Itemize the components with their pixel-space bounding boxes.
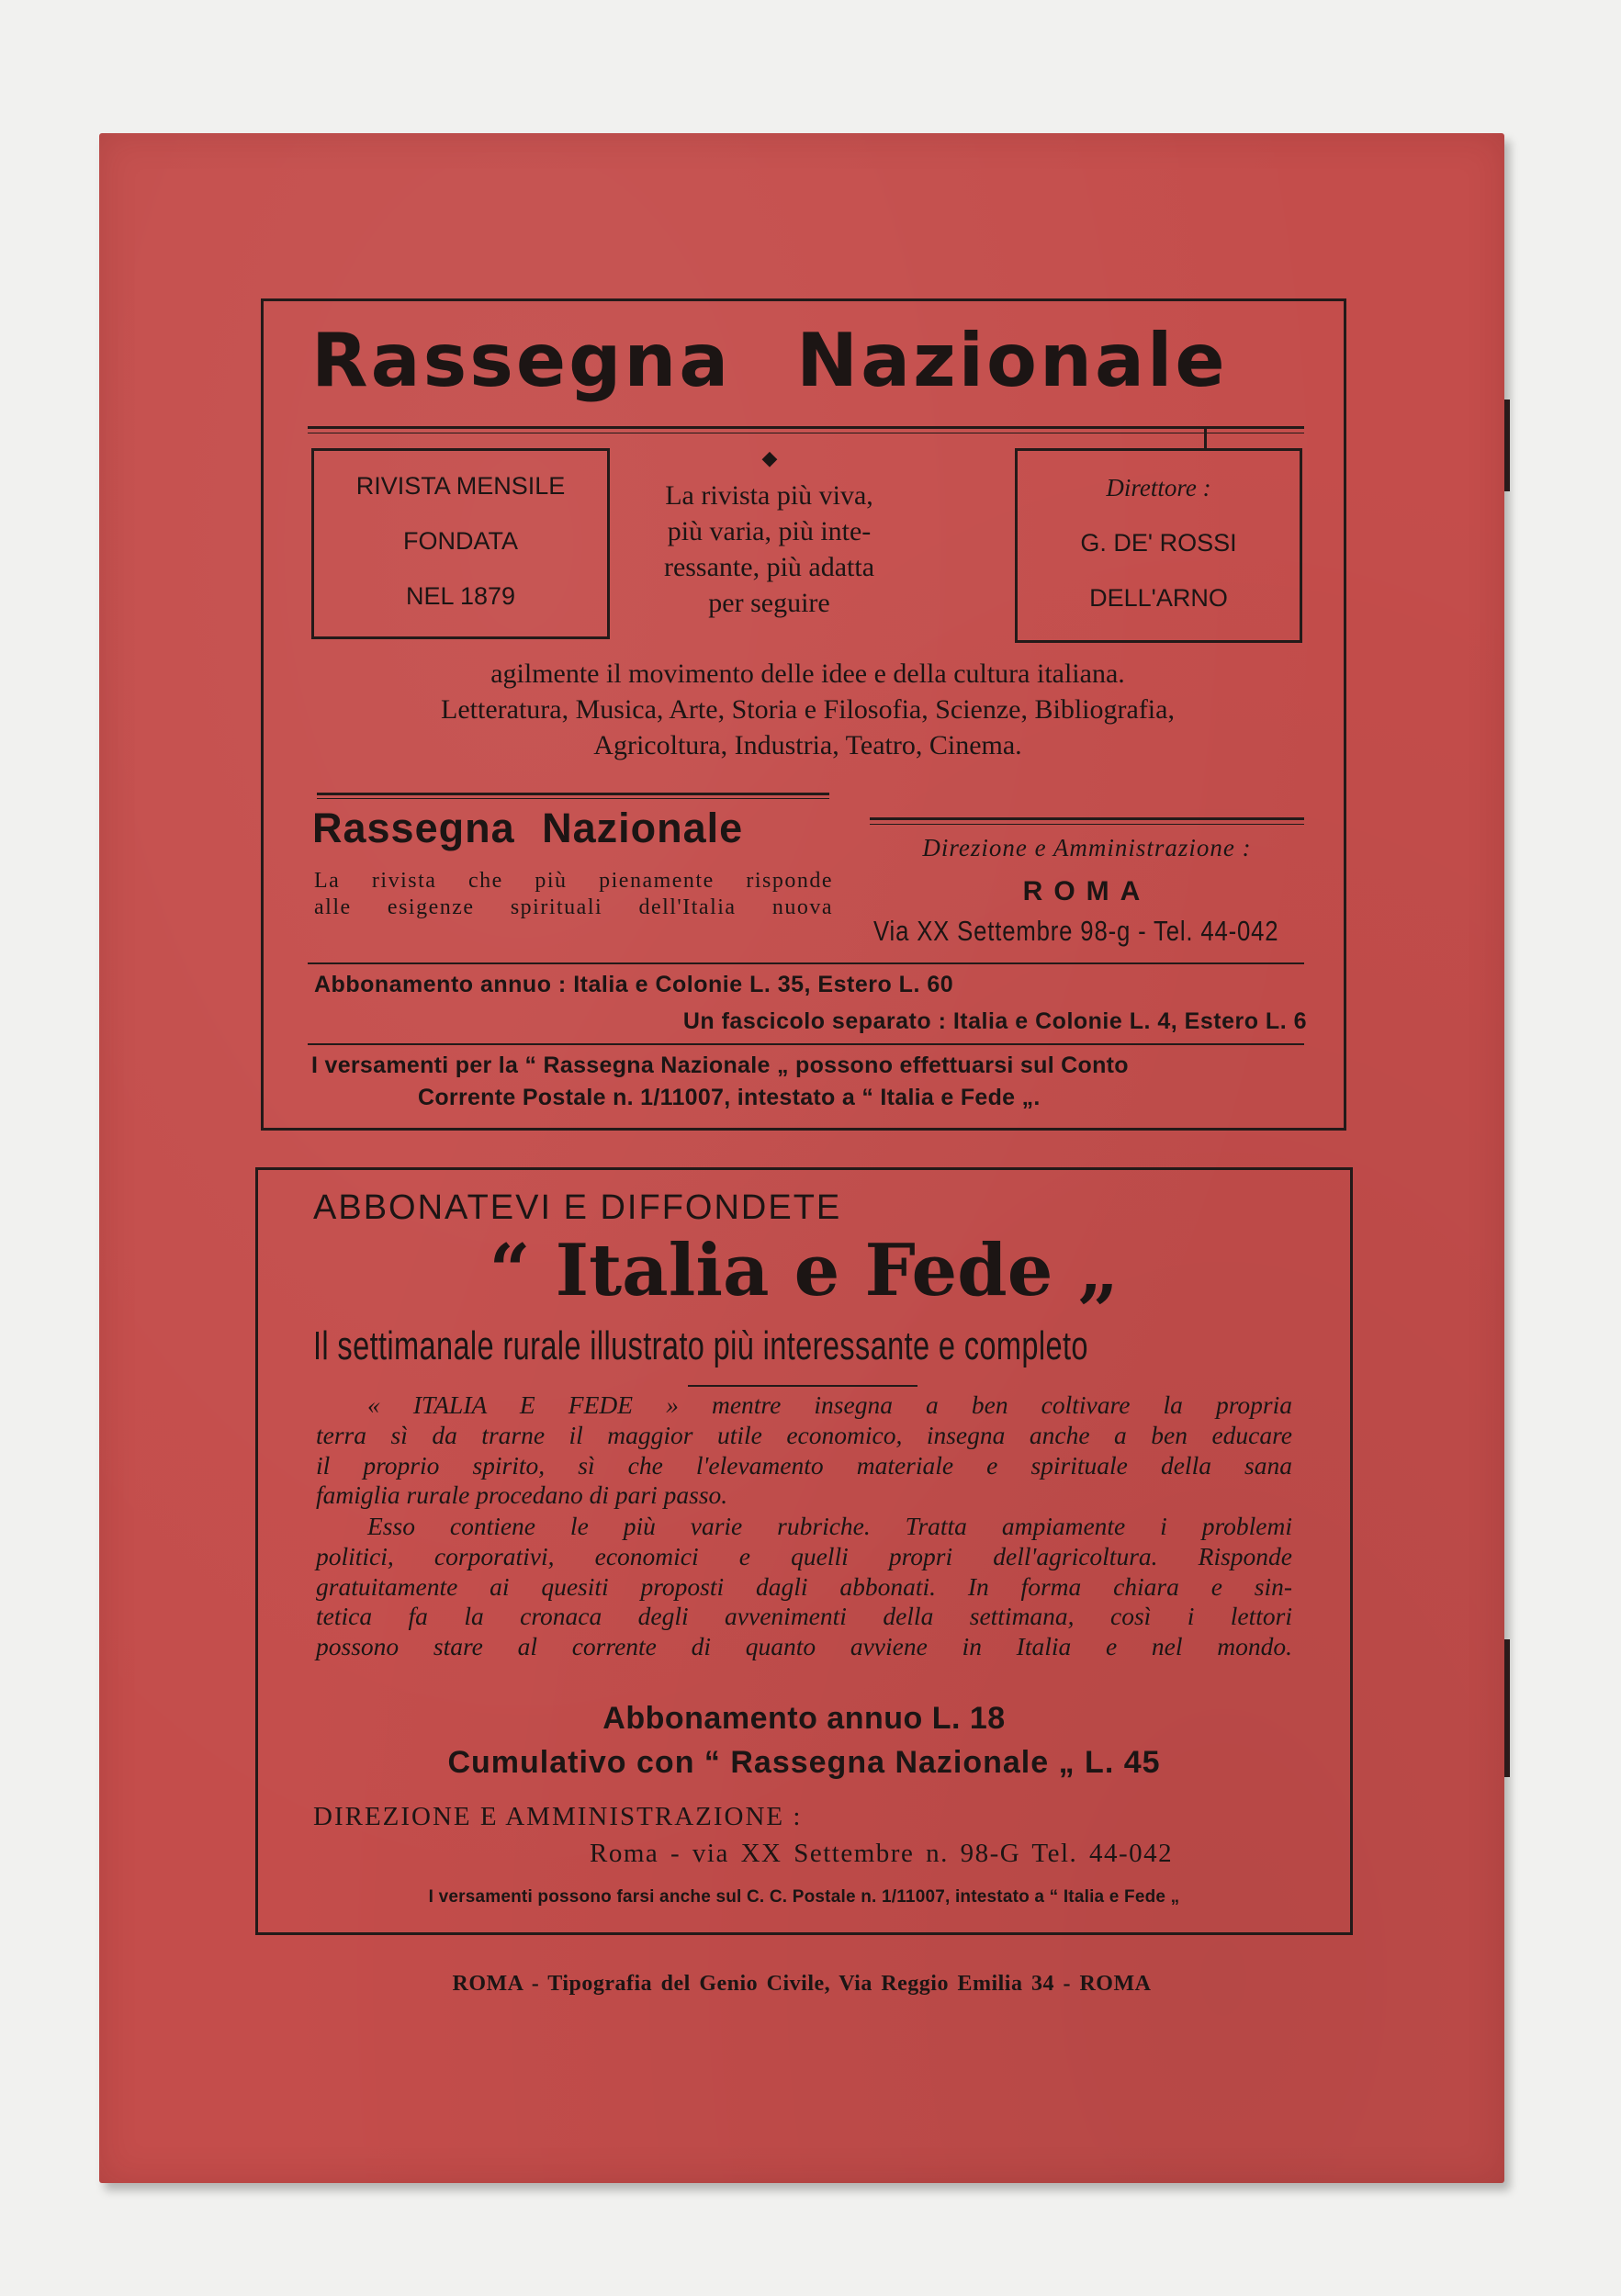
- ad-kicker: ABBONATEVI E DIFFONDETE: [313, 1188, 842, 1227]
- topics-line: Letteratura, Musica, Arte, Storia e Filosofia, Scienze, Bibliografia,: [441, 694, 1175, 725]
- founded-box-line: FONDATA: [403, 527, 518, 555]
- director-name: DELL'ARNO: [1089, 584, 1228, 612]
- subscription-annual: Abbonamento annuo : Italia e Colonie L. 35, Estero L. 60: [314, 972, 954, 997]
- binding-mark: [1504, 400, 1510, 491]
- founded-box-line: NEL 1879: [405, 582, 516, 610]
- annual-price: Abbonamento annuo L. 18: [602, 1701, 1006, 1736]
- title-rule-stem: [1204, 426, 1207, 448]
- italia-e-fede-ad-frame: [255, 1167, 1353, 1935]
- tagline-line: più varia, più inte-: [667, 516, 872, 546]
- italia-e-fede-title: “ Italia e Fede „: [489, 1229, 1120, 1312]
- direction-city: ROMA: [1022, 876, 1152, 906]
- director-name: G. DE' ROSSI: [1080, 529, 1237, 557]
- direction-address: Via XX Settembre 98-g - Tel. 44-042: [873, 915, 1279, 947]
- tagline-line: La rivista più viva,: [665, 480, 873, 511]
- rassegna-ad-frame: [261, 298, 1346, 1131]
- paragraph-line: il proprio spirito, sì che l'elevamento materiale e spirituale della sana: [316, 1450, 1292, 1480]
- rassegna-title: Rassegna Nazionale: [311, 318, 1228, 403]
- printer-imprint: ROMA - Tipografia del Genio Civile, Via Reggio Emilia 34 - ROMA: [452, 1972, 1152, 1996]
- payment-account: Corrente Postale n. 1/11007, intestato a “ Italia e Fede „.: [418, 1085, 1041, 1110]
- section-rule-thin: [317, 798, 829, 799]
- magazine-back-cover: [99, 133, 1504, 2183]
- subtitle-description-line: La rivista che più pienamente risponde: [314, 869, 833, 893]
- diamond-ornament: ◆: [761, 446, 778, 469]
- director-label: Direttore :: [1106, 474, 1211, 501]
- topics-text: [282, 656, 1334, 763]
- combined-price: Cumulativo con “ Rassegna Nazionale „ L. 45: [447, 1745, 1161, 1780]
- tagline-line: per seguire: [708, 588, 830, 618]
- paragraph-line: terra sì da trarne il maggior utile economico, insegna anche a ben educare: [316, 1420, 1292, 1449]
- tagline-line: ressante, più adatta: [663, 552, 875, 582]
- direction-rule-thin: [870, 824, 1304, 825]
- topics-line: agilmente il movimento delle idee e della cultura italiana.: [490, 658, 1125, 689]
- subtitle-rule: [688, 1385, 917, 1387]
- direction-rule: [870, 817, 1304, 820]
- description-paragraph-2: [316, 1512, 1292, 1662]
- binding-mark: [1504, 1639, 1510, 1777]
- founded-box: [311, 448, 610, 639]
- paragraph-line: politici, corporativi, economici e quelli propri dell'agricoltura. Risponde: [316, 1541, 1292, 1570]
- founded-box-line: RIVISTA MENSILE: [355, 472, 566, 500]
- description-paragraph-1: [316, 1390, 1292, 1511]
- payment-note-2: I versamenti possono farsi anche sul C. C. Postale n. 1/11007, intestato a “ Italia e Fede „: [428, 1887, 1180, 1907]
- paragraph-line: famiglia rurale procedano di pari passo.: [316, 1480, 728, 1510]
- paragraph-line: tetica fa la cronaca degli avvenimenti della settimana, così i lettori: [316, 1602, 1292, 1631]
- subtitle-description-line: alle esigenze spirituali dell'Italia nuova: [314, 895, 833, 919]
- tagline: [611, 478, 928, 621]
- director-box: [1015, 448, 1302, 643]
- paragraph-line: « ITALIA E FEDE » mentre insegna a ben coltivare la propria: [367, 1390, 1292, 1419]
- paragraph-line: possono stare al corrente di quanto avviene in Italia e nel mondo.: [316, 1632, 1292, 1661]
- subtitle-description: [314, 868, 833, 921]
- paragraph-line: Esso contiene le più varie rubriche. Tratta ampiamente i problemi: [367, 1512, 1292, 1540]
- rassegna-subtitle: Rassegna Nazionale: [312, 805, 744, 851]
- weekly-subtitle: Il settimanale rurale illustrato più interessante e completo: [313, 1323, 1088, 1368]
- direction-address-2: Roma - via XX Settembre n. 98-G Tel. 44-042: [590, 1839, 1174, 1868]
- title-rule: [308, 426, 1304, 429]
- subscription-single-issue: Un fascicolo separato : Italia e Colonie L. 4, Estero L. 6: [682, 1008, 1307, 1034]
- subscription-rule: [308, 962, 1304, 964]
- section-rule: [317, 793, 829, 795]
- paragraph-line: gratuitamente ai quesiti proposti dagli abbonati. In forma chiara e sin-: [316, 1571, 1292, 1601]
- direction-label: Direzione e Amministrazione :: [922, 834, 1252, 861]
- payment-note: I versamenti per la “ Rassegna Nazionale „ possono effettuarsi sul Conto: [311, 1052, 1129, 1078]
- topics-line: Agricoltura, Industria, Teatro, Cinema.: [593, 730, 1022, 760]
- direction-label-2: DIREZIONE E AMMINISTRAZIONE :: [313, 1802, 803, 1831]
- payment-rule: [308, 1043, 1304, 1045]
